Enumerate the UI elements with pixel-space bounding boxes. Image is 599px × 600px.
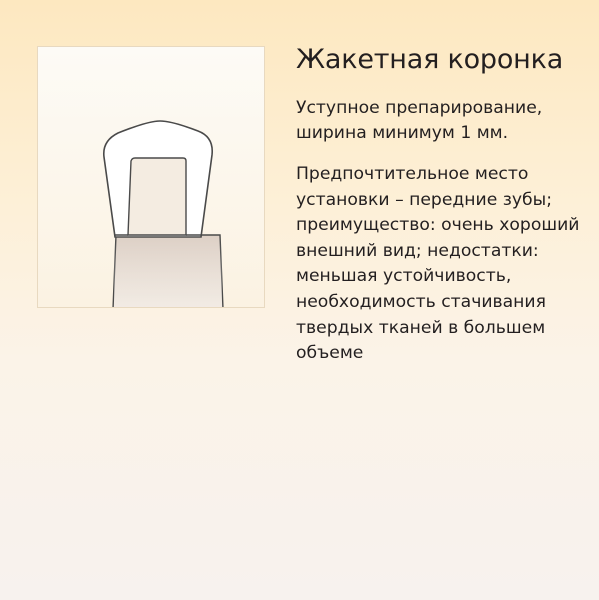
crown-illustration <box>37 46 265 308</box>
jacket-crown-tooth-icon <box>38 47 265 308</box>
preparation-text: Уступное препарирование, ширина минимум 1 мм. <box>296 98 543 143</box>
gum-shading <box>114 237 222 308</box>
prepared-core <box>128 158 186 235</box>
page-title: Жакетная коронка <box>296 44 564 75</box>
details-text: Предпочтительное место установки – передние зубы; преимущество: очень хороший внешний вид; недостатки: меньшая устойчивость, необходимость стачивания твердых тканей в большем объеме <box>296 164 580 364</box>
